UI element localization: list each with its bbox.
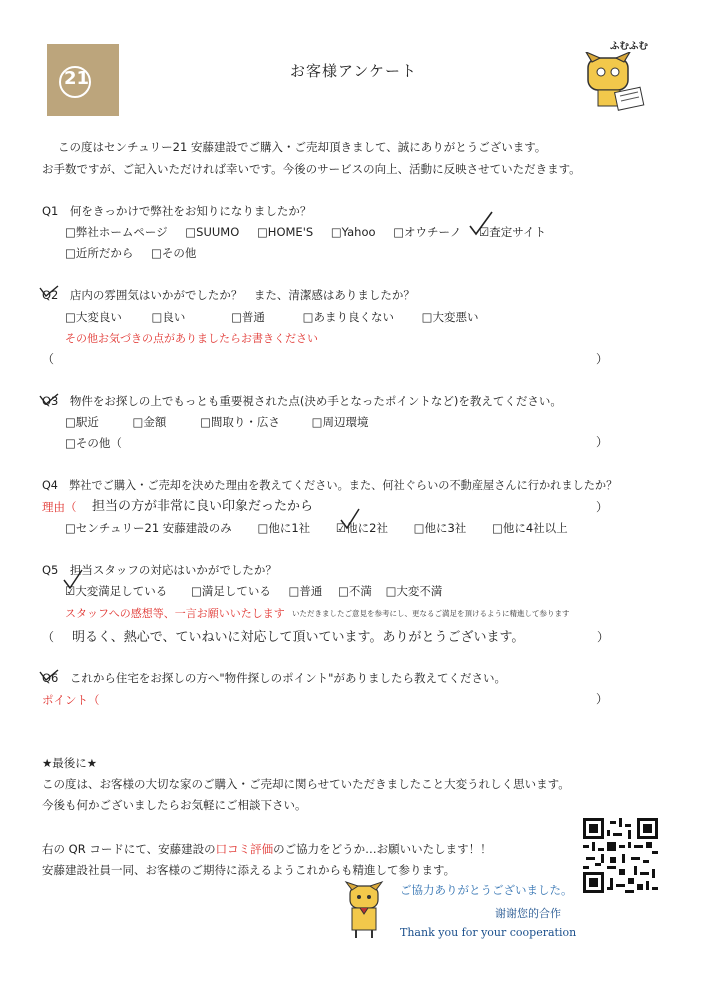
q5-options xyxy=(65,583,456,599)
q1-option[interactable]: □近所だから xyxy=(65,246,134,260)
dog-mascot-icon xyxy=(578,52,658,112)
q5-option[interactable]: □大変不満 xyxy=(385,584,443,598)
mascot-speech: ふむふむ xyxy=(610,41,649,52)
q5-option-checked[interactable]: ☑大変満足している xyxy=(65,584,168,598)
q2-label: Q2 店内の雰囲気はいかがでしたか？ また、清潔感はありましたか？ xyxy=(42,288,415,302)
q5-label: Q5 担当スタッフの対応はいかがでしたか？ xyxy=(42,563,277,577)
closing-line-1: この度は、お客様の大切な家のご購入・ご売却に関らせていただきましたこと大変うれしく思います。 xyxy=(42,777,570,791)
q4-options xyxy=(65,520,582,536)
q1-options-row2 xyxy=(65,245,210,261)
q4-option[interactable]: □他に3社 xyxy=(413,521,467,535)
closing-qr-text-a: 右の QR コードにて、安藤建設の xyxy=(42,842,216,856)
q1-label: Q1 何をきっかけで弊社をお知りになりましたか？ xyxy=(42,204,312,218)
qr-code-icon[interactable] xyxy=(583,818,658,893)
q1-option[interactable]: □その他 xyxy=(151,246,197,260)
q6-label: Q6 これから住宅をお探しの方へ"物件探しのポイント"がありましたら教えてください。 xyxy=(42,671,506,685)
q5-checkmark-icon xyxy=(62,568,84,592)
q6-paren-close: ） xyxy=(596,692,609,706)
logo-text: 21 xyxy=(64,68,90,89)
q4-paren-close: ） xyxy=(596,500,609,514)
thanks-english: Thank you for your cooperation xyxy=(400,926,577,939)
q2-option[interactable]: □大変良い xyxy=(65,310,122,324)
q3-label: Q3 物件をお探しの上でもっとも重要視された点(決め手となったポイントなど)を教えてください。 xyxy=(42,394,562,408)
q1-option[interactable]: □弊社ホームページ xyxy=(65,225,168,239)
q2-option[interactable]: □良い xyxy=(151,310,186,324)
intro-line-1: この度はセンチュリー21 安藤建設でご購入・ご売却頂きまして、誠にありがとうございます。 xyxy=(58,140,547,154)
q6-point-label: ポイント（ xyxy=(42,693,100,707)
q1-option[interactable]: □Yahoo xyxy=(330,225,376,239)
q1-option-checked[interactable]: ☑査定サイト xyxy=(478,225,546,239)
q3-options xyxy=(65,414,382,430)
q3-paren-close: ） xyxy=(596,435,609,449)
q5-answer: 明るく、熱心で、ていねいに対応して頂いています。ありがとうございます。 xyxy=(72,630,525,645)
q5-option[interactable]: □不満 xyxy=(338,584,372,598)
closing-line-2: 今後も何かございましたらお気軽にご相談下さい。 xyxy=(42,798,307,812)
q1-option[interactable]: □HOME'S xyxy=(256,225,314,239)
intro-line-2: お手数ですが、ご記入いただければ幸いです。今後のサービスの向上、活動に反映させていただきます。 xyxy=(42,162,581,176)
q1-checkmark-icon xyxy=(466,208,496,238)
closing-qr-text-b: のご協力をどうか…お願いいたします！！ xyxy=(273,842,492,856)
q1-option[interactable]: □オウチーノ xyxy=(393,225,462,239)
q5-note: スタッフへの感想等、一言お願いいたします xyxy=(65,607,285,620)
closing-line-4: 安藤建設社員一同、お客様のご期待に添えるようこれからも精進して参ります。 xyxy=(42,863,456,877)
q1-option[interactable]: □SUUMO xyxy=(185,225,240,239)
closing-heading: ★最後に★ xyxy=(42,756,98,770)
q2-note: その他お気づきの点がありましたらお書きください xyxy=(65,332,318,345)
q4-reason-answer: 担当の方が非常に良い印象だったから xyxy=(92,499,314,514)
thanks-chinese: 谢谢您的合作 xyxy=(495,907,561,920)
q6-slash-mark-icon xyxy=(38,668,60,688)
thanks-japanese: ご協力ありがとうございました。 xyxy=(400,883,573,897)
dog-mascot-bowing-icon xyxy=(342,880,388,940)
q2-option[interactable]: □大変悪い xyxy=(421,310,479,324)
q5-small-note: いただきましたご意見を参考にし、更なるご満足を頂けるように精進して参ります xyxy=(292,609,570,618)
q3-option[interactable]: □駅近 xyxy=(65,415,99,429)
q4-reason-label: 理由（ xyxy=(42,500,77,514)
q5-paren-close: ） xyxy=(597,630,610,644)
closing-qr-line xyxy=(42,841,492,857)
q4-checkmark-icon xyxy=(338,506,362,532)
q5-paren-open: （ xyxy=(42,630,55,644)
q2-option[interactable]: □あまり良くない xyxy=(302,310,394,324)
page-title: お客様アンケート xyxy=(289,62,418,80)
q4-option[interactable]: □他に4社以上 xyxy=(491,521,568,535)
q5-option[interactable]: □普通 xyxy=(288,584,323,598)
q4-option[interactable]: □他に1社 xyxy=(257,521,311,535)
review-highlight: 口コミ評価 xyxy=(215,842,274,856)
q3-option[interactable]: □周辺環境 xyxy=(311,415,369,429)
q5-option[interactable]: □満足している xyxy=(190,584,271,598)
q3-option[interactable]: □金額 xyxy=(132,415,167,429)
q2-options xyxy=(65,309,493,325)
q2-option[interactable]: □普通 xyxy=(231,310,265,324)
q4-option[interactable]: □センチュリー21 安藤建設のみ xyxy=(65,521,232,535)
q2-paren-open: （ xyxy=(42,352,55,366)
q2-slash-mark-icon xyxy=(38,284,60,304)
q4-label: Q4 弊社でご購入・ご売却を決めた理由を教えてください。また、何社ぐらいの不動産屋さんに行かれましたか？ xyxy=(42,479,618,492)
q3-other[interactable]: □その他（ xyxy=(65,436,122,450)
q3-slash-mark-icon xyxy=(38,392,60,412)
q2-paren-close: ） xyxy=(596,352,609,366)
q4-option-checked[interactable]: ☑他に2社 xyxy=(335,521,388,535)
q3-option[interactable]: □間取り・広さ xyxy=(200,415,280,429)
